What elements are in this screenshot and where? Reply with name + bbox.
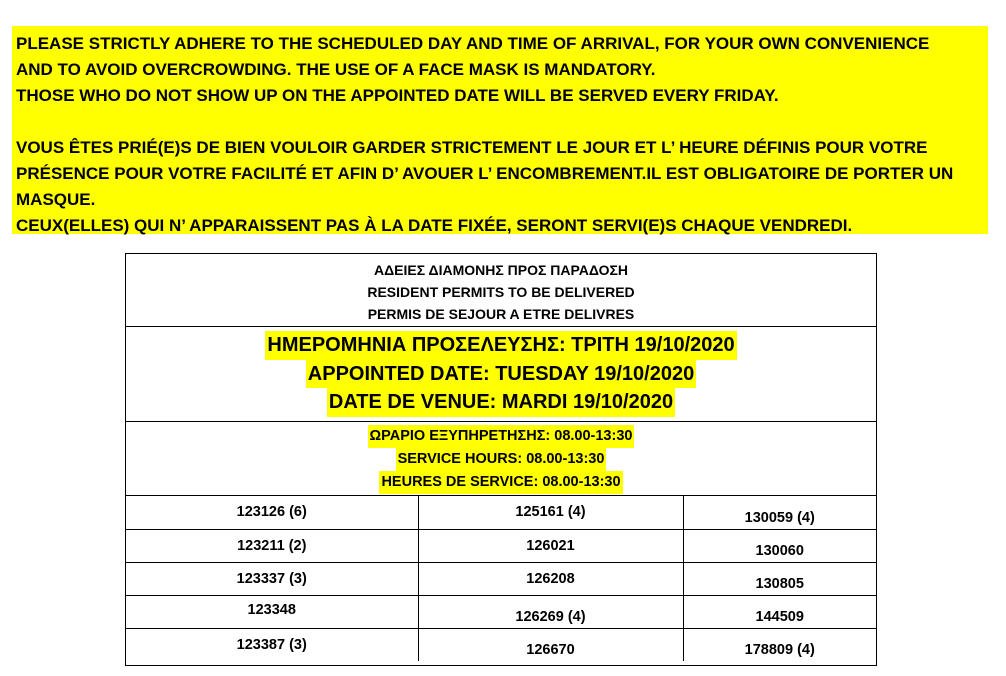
notice-en-line-2: AND TO AVOID OVERCROWDING. THE USE OF A FACE MASK IS MANDATORY. xyxy=(16,60,656,79)
permit-cell: 130060 xyxy=(683,529,876,562)
permit-cell: 123211 (2) xyxy=(126,529,418,562)
permits-title-section xyxy=(126,254,876,327)
permit-cell: 125161 (4) xyxy=(418,496,683,529)
notice-fr-line-4: CEUX(ELLES) QUI N’ APPARAISSENT PAS À LA DATE FIXÉE, SERONT SERVI(E)S CHAQUE VENDREDI. xyxy=(16,216,853,235)
table-row xyxy=(126,529,876,562)
title-french: PERMIS DE SEJOUR A ETRE DELIVRES xyxy=(367,306,635,322)
notice-fr-line-2: PRÉSENCE POUR VOTRE FACILITÉ ET AFIN D’ AVOUER L’ ENCOMBREMENT.IL EST OBLIGATOIRE DE PORTER UN xyxy=(16,164,954,183)
table-row xyxy=(126,595,876,628)
date-greek: ΗΜΕΡΟΜΗΝΙΑ ΠΡΟΣΕΛΕΥΣΗΣ: ΤΡΙΤΗ 19/10/2020 xyxy=(265,331,736,360)
notice-en-line-1: PLEASE STRICTLY ADHERE TO THE SCHEDULED DAY AND TIME OF ARRIVAL, FOR YOUR OWN CONVENIENCE xyxy=(16,34,930,53)
permit-cell: 126021 xyxy=(418,529,683,562)
permit-cell: 126670 xyxy=(418,628,683,661)
notice-banner xyxy=(12,26,988,234)
date-english: APPOINTED DATE: TUESDAY 19/10/2020 xyxy=(306,360,696,389)
notice-fr-line-1: VOUS ÊTES PRIÉ(E)S DE BIEN VOULOIR GARDER STRICTEMENT LE JOUR ET L’ HEURE DÉFINIS POUR VOTRE xyxy=(16,138,928,157)
permit-cell: 126208 xyxy=(418,562,683,595)
title-greek: ΑΔΕΙΕΣ ΔΙΑΜΟΝΗΣ ΠΡΟΣ ΠΑΡΑΔΟΣΗ xyxy=(374,262,628,278)
permit-cell: 123126 (6) xyxy=(126,496,418,529)
service-hours-section xyxy=(126,422,876,496)
permit-cell: 123337 (3) xyxy=(126,562,418,595)
table-row xyxy=(126,562,876,595)
permit-cell: 123348 xyxy=(126,595,418,628)
permit-cell: 130059 (4) xyxy=(683,496,876,529)
table-row xyxy=(126,496,876,529)
permit-cell: 123387 (3) xyxy=(126,628,418,661)
notice-en-line-3: THOSE WHO DO NOT SHOW UP ON THE APPOINTED DATE WILL BE SERVED EVERY FRIDAY. xyxy=(16,86,779,105)
permit-cell: 130805 xyxy=(683,562,876,595)
appointed-date-section xyxy=(126,327,876,422)
permit-cell: 126269 (4) xyxy=(418,595,683,628)
date-french: DATE DE VENUE: MARDI 19/10/2020 xyxy=(327,388,675,417)
permits-card xyxy=(125,253,877,666)
hours-greek: ΩΡΑΡΙΟ ΕΞΥΠΗΡΕΤΗΣΗΣ: 08.00-13:30 xyxy=(368,425,635,448)
notice-fr-line-3: MASQUE. xyxy=(16,190,96,209)
hours-english: SERVICE HOURS: 08.00-13:30 xyxy=(396,448,607,471)
permit-cell: 178809 (4) xyxy=(683,628,876,661)
title-english: RESIDENT PERMITS TO BE DELIVERED xyxy=(367,284,635,300)
permit-numbers-table xyxy=(126,496,876,661)
table-row xyxy=(126,628,876,661)
notice-spacer xyxy=(16,109,988,135)
hours-french: HEURES DE SERVICE: 08.00-13:30 xyxy=(379,471,622,494)
permit-cell: 144509 xyxy=(683,595,876,628)
